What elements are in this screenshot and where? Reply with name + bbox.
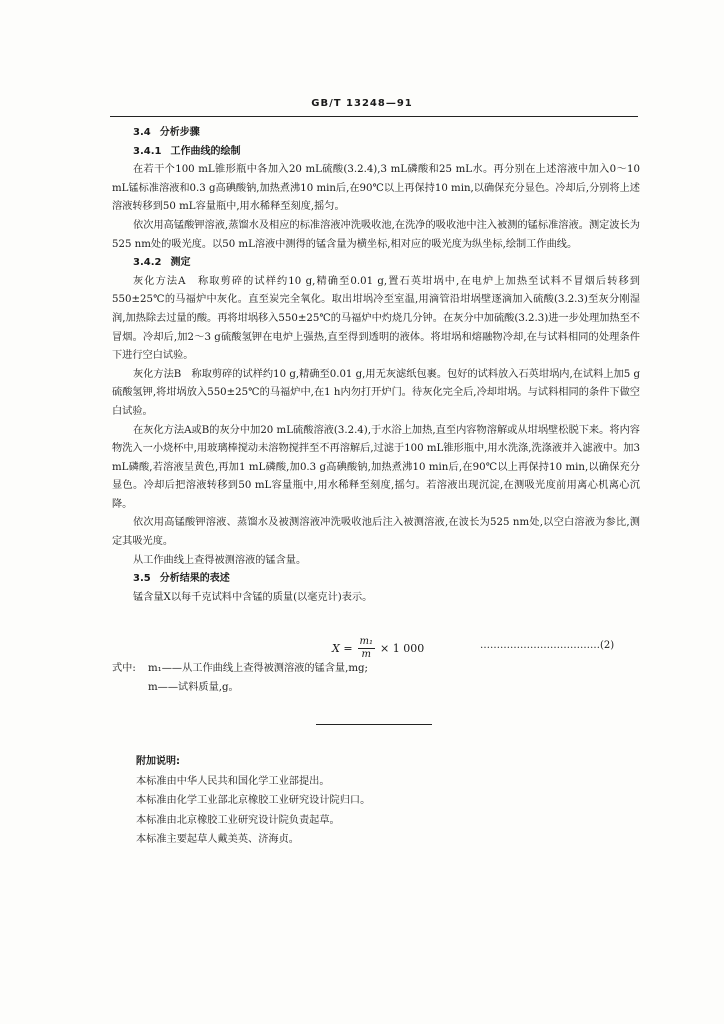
header-rule — [110, 116, 638, 117]
additional-notes — [136, 752, 636, 850]
legend-m1: m₁——从工作曲线上查得被测溶液的锰含量,mg; — [148, 663, 368, 674]
paragraph-dissolution: 在灰化方法A或B的灰分中加20 mL硫酸溶液(3.2.4),于水浴上加热,直至内容物溶解或从坩埚壁松脱下来。将内容物洗入一小烧杯中,用玻璃棒搅动未溶物搅拌至不再溶解后,过滤于100 mL锥形瓶中,用水洗涤,洗涤液并入滤液中。加3 mL磷酸,若溶液呈黄色,再加1 mL磷酸,加0.3 g高碘酸钠,加热煮沸10 min后,在90℃以上再保持10 min,以确保充分显色。冷却后把溶液转移到50 mL容量瓶中,用水稀释至刻度,摇匀。若溶液出现沉淀,在测吸光度前用离心机离心沉降。 — [112, 424, 640, 510]
manganese-formula — [332, 636, 424, 661]
notes-line-2: 本标准由化学工业部北京橡胶工业研究设计院归口。 — [136, 795, 371, 806]
heading-3-5 — [112, 570, 640, 589]
heading-3-5-title: 分析结果的表述 — [159, 573, 230, 585]
notes-line-4: 本标准主要起草人戴美英、济海贞。 — [136, 834, 299, 845]
paragraph-read-curve: 从工作曲线上查得被测溶液的锰含量。 — [133, 554, 307, 566]
heading-3-4-2 — [112, 254, 640, 273]
paragraph-ashing-method-b: 灰化方法B 称取剪碎的试样约10 g,精确至0.01 g,用无灰滤纸包裹。包好的试料放入石英坩埚内,在试料上加5 g硫酸氢钾,将坩埚放入550±25℃的马福炉中,在1 h内勿打开炉门。待灰化完全后,冷却坩埚。与试料相同的条件下做空白试验。 — [112, 368, 640, 417]
paragraph-ashing-method-a: 灰化方法A 称取剪碎的试样约10 g,精确至0.01 g,置石英坩埚中,在电炉上加热至试料不冒烟后转移到550±25℃的马福炉中灰化。直至炭完全氧化。取出坩埚冷至室温,用滴管沿坩埚壁逐滴加入硫酸(3.2.3)至灰分刚湿润,加热除去过量的酸。再将坩埚移入550±25℃的马福炉中灼烧几分钟。在灰分中加硫酸(3.2.3)进一步处理加热至不冒烟。冷却后,加2～3 g硫酸氢钾在电炉上强热,直至得到透明的液体。将坩埚和熔融物冷却,在与试料相同的处理条件下进行空白试验。 — [112, 275, 640, 362]
heading-3-4-1 — [112, 143, 640, 162]
heading-3-4-number: 3.4 — [133, 127, 151, 138]
formula-numerator: m₁ — [359, 636, 374, 647]
equation-number: ………………………………(2) — [480, 640, 615, 651]
paragraph-3-4-1-b: 依次用高锰酸钾溶液,蒸馏水及相应的标准溶液冲洗吸收池,在洗净的吸收池中注入被测的锰标准溶液。测定波长为525 nm处的吸光度。以50 mL溶液中测得的锰含量为横坐标,相对应的吸光度为纵坐标,绘制工作曲线。 — [112, 219, 640, 250]
formula-legend — [112, 660, 640, 697]
heading-3-4-1-title: 工作曲线的绘制 — [170, 145, 241, 157]
heading-3-4-title: 分析步骤 — [159, 127, 200, 138]
legend-label: 式中: — [112, 663, 136, 674]
paragraph-absorbance-measure: 依次用高锰酸钾溶液、蒸馏水及被测溶液冲洗吸收池后注入被测溶液,在波长为525 nm处,以空白溶液为参比,测定其吸光度。 — [112, 517, 640, 548]
heading-3-5-number: 3.5 — [133, 573, 151, 585]
notes-line-1: 本标准由中华人民共和国化学工业部提出。 — [136, 775, 330, 787]
section-divider — [316, 724, 432, 725]
notes-line-3: 本标准由北京橡胶工业研究设计院负责起草。 — [136, 814, 340, 826]
heading-3-4-2-number: 3.4.2 — [133, 257, 162, 269]
formula-rhs: × 1 000 — [380, 642, 425, 655]
formula-fraction — [358, 636, 376, 661]
formula-denominator: m — [361, 649, 372, 660]
section-3-4 — [112, 124, 640, 607]
heading-3-4 — [112, 124, 640, 143]
paragraph-3-4-1-a: 在若干个100 mL锥形瓶中各加入20 mL硫酸(3.2.4),3 mL磷酸和25 mL水。再分别在上述溶液中加入0～10 mL锰标准溶液和0.3 g高碘酸钠,加热煮沸10 min后,在90℃以上再保持10 min,以确保充分显色。冷却后,分别将上述溶液转移到50 mL容量瓶中,用水稀释至刻度,摇匀。 — [112, 164, 640, 213]
legend-m: m——试料质量,g。 — [148, 681, 239, 693]
heading-3-4-2-title: 测定 — [170, 257, 191, 269]
formula-lhs: X = — [332, 642, 353, 655]
notes-heading: 附加说明: — [136, 756, 180, 767]
standard-code-header: GB/T 13248—91 — [311, 98, 413, 109]
heading-3-4-1-number: 3.4.1 — [133, 145, 162, 157]
paragraph-3-5: 锰含量X以每千克试料中含锰的质量(以毫克计)表示。 — [133, 591, 373, 603]
